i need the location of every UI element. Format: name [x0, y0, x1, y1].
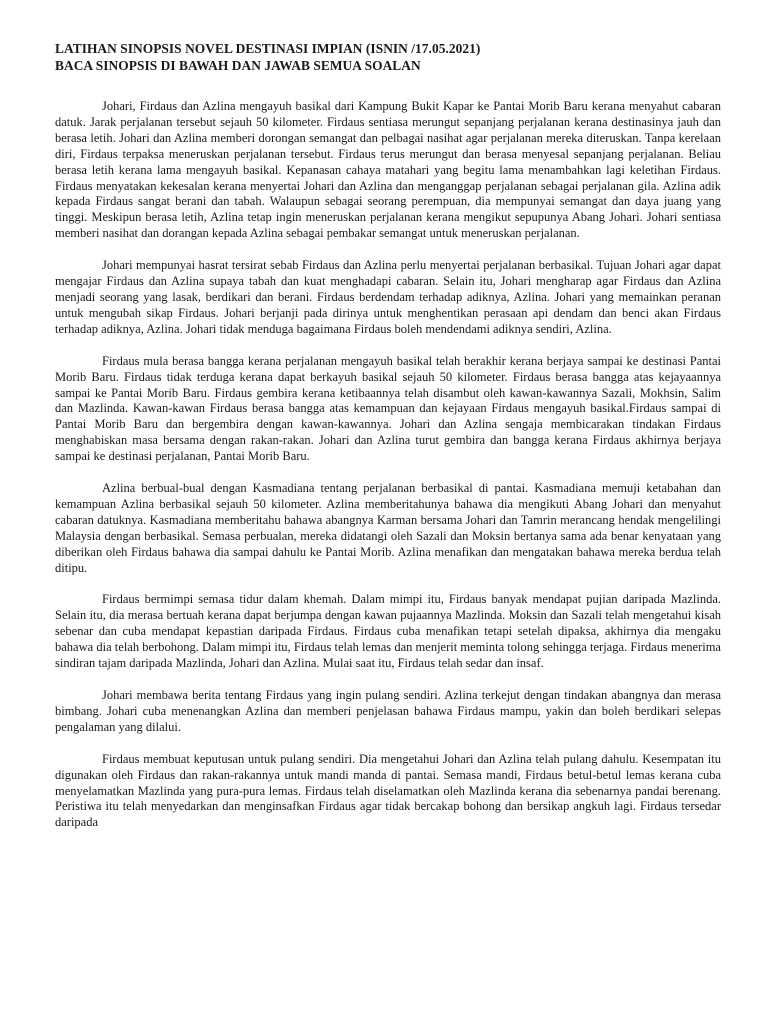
title-line-1: LATIHAN SINOPSIS NOVEL DESTINASI IMPIAN (ISNIN /17.05.2021) — [55, 41, 481, 56]
title-line-2: BACA SINOPSIS DI BAWAH DAN JAWAB SEMUA SOALAN — [55, 58, 421, 73]
document-title — [55, 40, 721, 74]
paragraph-5: Firdaus bermimpi semasa tidur dalam khemah. Dalam mimpi itu, Firdaus banyak mendapat pujian daripada Mazlinda. Selain itu, dia merasa bertuah kerana dapat berjumpa dengan kawan pujaannya Mazlinda. Moksin dan Sazali telah mengetahui kisah sebenar dan cuba mendapat kepastian daripada Firdaus. Firdaus cuba menafikan tetapi setelah dipaksa, akhirnya dia mengaku bahawa dia telah berbohong. Dalam mimpi itu, Firdaus telah lemas dan menjerit meminta tolong sehingga terjaga. Firdaus menerima sindiran tajam daripada Mazlinda, Johari dan Azlina. Mulai saat itu, Firdaus telah sedar dan insaf. — [55, 592, 721, 671]
paragraph-1: Johari, Firdaus dan Azlina mengayuh basikal dari Kampung Bukit Kapar ke Pantai Morib Baru kerana menyahut cabaran datuk. Jarak perjalanan tersebut sejauh 50 kilometer. Firdaus sentiasa merungut sepanjang perjalanan kerana destinasinya jauh dan berasa letih. Johari dan Azlina memberi dorongan semangat dan pelbagai nasihat agar perjalanan mereka diteruskan. Tanpa kerelaan diri, Firdaus terpaksa meneruskan perjalanan tersebut. Firdaus terus merungut dan berasa menyesal sepanjang perjalanan. Beliau berasa letih kerana lama mengayuh basikal. Kepanasan cahaya matahari yang begitu lama menambahkan lagi keletihan Firdaus. Firdaus menyatakan kekesalan kerana menyertai Johari dan Azlina dan menganggap perjalanan sebagai perjalanan gila. Azlina adik kepada Firdaus sangat berani dan tabah. Walaupun sebagai seorang perempuan, dia mempunyai semangat dan daya juang yang tinggi. Meskipun berasa letih, Azlina tetap ingin meneruskan perjalanan kerana mengikut sepupunya Abang Johari. Johari sentiasa memberi nasihat dan dorangan kepada Azlina sebagai pembakar semangat untuk meneruskan perjalanan. — [55, 99, 721, 241]
paragraph-6: Johari membawa berita tentang Firdaus yang ingin pulang sendiri. Azlina terkejut dengan tindakan abangnya dan merasa bimbang. Johari cuba menenangkan Azlina dan memberi penjelasan bahawa Firdaus mampu, yakin dan boleh berdikari selepas pengalaman yang dilalui. — [55, 688, 721, 734]
paragraph-3: Firdaus mula berasa bangga kerana perjalanan mengayuh basikal telah berakhir kerana berjaya sampai ke destinasi Pantai Morib Baru. Firdaus tidak terduga kerana dapat berkayuh basikal sejauh 50 kilometer. Firdaus berasa bangga atas kejayaannya sampai ke Pantai Morib Baru. Firdaus gembira kerana ketibaannya telah disambut oleh kawan-kawannya Sazali, Mokhsin, Salim dan Mazlinda. Kawan-kawan Firdaus berasa bangga atas kemampuan dan kejayaan Firdaus mengayuh basikal.Firdaus sampai di Pantai Morib Baru dan bergembira dengan kawan-kawannya. Johari dan Azlina sengaja membicarakan tindakan Firdaus menghabiskan masa bersama dengan rakan-rakan. Johari dan Azlina turut gembira dan bangga kerana Firdaus akhirnya berjaya sampai ke destinasi perjalanan, Pantai Morib Baru. — [55, 353, 721, 464]
paragraph-2: Johari mempunyai hasrat tersirat sebab Firdaus dan Azlina perlu menyertai perjalanan berbasikal. Tujuan Johari agar dapat mengajar Firdaus dan Azlina supaya tabah dan kuat menghadapi cabaran. Selain itu, Johari mengharap agar Firdaus dan Azlina menjadi seorang yang lasak, berdikari dan berani. Firdaus berdendam terhadap adiknya, Azlina. Johari yang memainkan peranan untuk mengubah sikap Firdaus. Johari berjanji pada dirinya untuk menghentikan perasaan api dendam dan benci akan Firdaus terhadap adiknya, Azlina. Johari tidak menduga bagaimana Firdaus boleh mendendami adiknya sendiri, Azlina. — [55, 258, 721, 336]
paragraph-7: Firdaus membuat keputusan untuk pulang sendiri. Dia mengetahui Johari dan Azlina telah pulang dahulu. Kesempatan itu digunakan oleh Firdaus dan rakan-rakannya untuk mandi manda di pantai. Semasa mandi, Firdaus betul-betul lemas kerana cuba menyelamatkan Mazlinda yang pura-pura lemas. Firdaus telah diselamatkan oleh Mazlinda kerana dia sebenarnya pandai berenang. Peristiwa itu telah menyedarkan dan menginsafkan Firdaus agar tidak bercakap bohong dan bersikap angkuh lagi. Firdaus tersedar daripada — [55, 751, 721, 830]
paragraph-4: Azlina berbual-bual dengan Kasmadiana tentang perjalanan berbasikal di pantai. Kasmadiana memuji ketabahan dan kemampuan Azlina berbasikal sejauh 50 kilometer. Azlina memberitahunya bahawa dia mengikuti Abang Johari dan menyahut cabaran datuknya. Kasmadiana memberitahu bahawa abangnya Karman bersama Johari dan Tamrin merancang hendak mengelilingi Malaysia dengan berbasikal. Semasa perbualan, mereka didatangi oleh Sazali dan Moksin bertanya sama ada benar kenyataan yang diberikan oleh Firdaus bahawa dia sampai dahulu ke Pantai Morib. Azlina menafikan dan mengatakan bahawa mereka berdua telah ditipu. — [55, 481, 721, 575]
